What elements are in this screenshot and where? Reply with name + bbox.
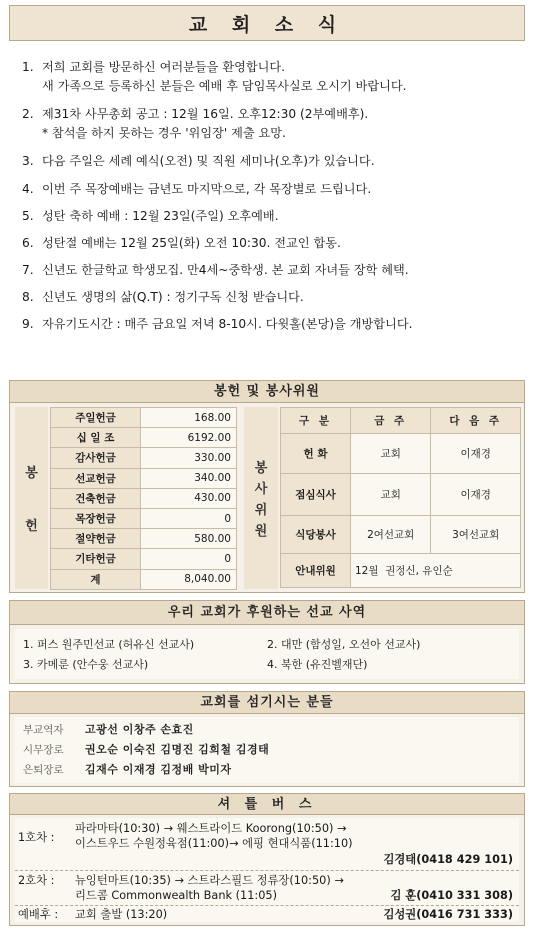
service-label: 헌 화 xyxy=(281,434,351,474)
offering-label: 십 일 조 xyxy=(51,428,141,448)
notice-item xyxy=(22,207,522,226)
table-row xyxy=(281,516,521,554)
divider xyxy=(15,870,519,871)
notice-text: 새 가족으로 등록하신 분들은 예배 후 담임목사실로 오시기 바랍니다. xyxy=(42,79,407,93)
notice-item xyxy=(22,58,522,96)
offering-value: 430.00 xyxy=(141,488,237,508)
list-row xyxy=(23,635,511,655)
shuttle-list xyxy=(15,818,519,922)
table-row xyxy=(51,529,237,549)
mission-item: 1. 퍼스 원주민선교 (허유신 선교사) xyxy=(23,638,195,651)
offering-label: 건축헌금 xyxy=(51,488,141,508)
offering-label: 목장헌금 xyxy=(51,508,141,528)
shuttle-bus-1 xyxy=(15,821,519,869)
table-row xyxy=(51,428,237,448)
notice-number: 8. xyxy=(22,290,34,304)
staff-panel xyxy=(9,691,525,787)
table-header-row xyxy=(281,408,521,434)
staff-role: 부교역자 xyxy=(23,724,64,736)
offering-label: 기타헌금 xyxy=(51,549,141,569)
bus-label: 2호차 : xyxy=(18,874,55,887)
table-row xyxy=(281,554,521,588)
offering-value: 0 xyxy=(141,549,237,569)
notice-text: 저희 교회를 방문하신 여러분들을 환영합니다. xyxy=(42,60,286,74)
notice-number: 7. xyxy=(22,263,34,277)
service-next-week: 이재경 xyxy=(431,474,521,516)
bus-route-line: 파라마타(10:30) → 웨스트라이드 Koorong(10:50) → xyxy=(75,822,347,835)
notice-item xyxy=(22,261,522,280)
shuttle-bus-2 xyxy=(15,873,519,905)
bus-label: 예배후 : xyxy=(18,908,59,921)
service-next-week: 이재경 xyxy=(431,434,521,474)
offering-service-panel xyxy=(9,380,525,593)
side-char: 원 xyxy=(254,524,268,539)
table-row xyxy=(51,569,237,589)
staff-list xyxy=(15,717,519,783)
offering-total-label: 계 xyxy=(51,569,141,589)
usher-month: 12월 xyxy=(355,565,379,577)
notice-number: 9. xyxy=(22,317,34,331)
service-side-label xyxy=(244,407,278,589)
mission-item: 4. 북한 (유진벨재단) xyxy=(267,658,368,671)
table-row xyxy=(51,549,237,569)
notice-text: 성탄 축하 예배 : 12월 23일(주일) 오후예배. xyxy=(42,209,279,223)
service-table xyxy=(280,407,521,588)
side-char: 사 xyxy=(254,482,268,497)
notice-number: 3. xyxy=(22,154,34,168)
offering-value: 330.00 xyxy=(141,448,237,468)
offering-total-value: 8,040.00 xyxy=(141,569,237,589)
offering-side-label xyxy=(15,407,48,589)
notice-number: 4. xyxy=(22,182,34,196)
notice-text: 제31차 사무총회 공고 : 12월 16일. 오후12:30 (2부예배후). xyxy=(42,107,369,121)
staff-section-title: 교회를 섬기시는 분들 xyxy=(10,692,524,714)
offering-value: 6192.00 xyxy=(141,428,237,448)
service-this-week: 2여선교회 xyxy=(351,516,431,554)
mission-item: 3. 카메룬 (안수웅 선교사) xyxy=(23,658,149,671)
bus-label: 1호차 : xyxy=(18,831,55,844)
offering-section-title: 봉헌 및 봉사위원 xyxy=(10,381,524,403)
shuttle-panel xyxy=(9,793,525,926)
table-row xyxy=(51,448,237,468)
staff-names: 권오순 이숙진 김명진 김희철 김경태 xyxy=(85,743,270,756)
service-next-week: 3여선교회 xyxy=(431,516,521,554)
staff-names: 고광선 이창주 손효진 xyxy=(85,723,194,736)
notice-item xyxy=(22,105,522,143)
notice-text: 다음 주일은 세례 예식(오전) 및 직원 세미나(오후)가 있습니다. xyxy=(42,154,375,168)
list-row xyxy=(23,655,511,675)
staff-role: 시무장로 xyxy=(23,744,64,756)
notice-number: 6. xyxy=(22,236,34,250)
notice-number: 2. xyxy=(22,107,34,121)
staff-names: 김재수 이재경 김정배 박미자 xyxy=(85,763,232,776)
shuttle-after-service xyxy=(15,907,519,922)
notice-text: 신년도 생명의 삶(Q.T) : 정기구독 신청 받습니다. xyxy=(42,290,304,304)
offering-value: 580.00 xyxy=(141,529,237,549)
table-row xyxy=(51,468,237,488)
table-row xyxy=(51,408,237,428)
bus-driver: 김경태(0418 429 101) xyxy=(383,853,513,866)
usher-info xyxy=(351,554,521,588)
notice-text: 신년도 한글학교 학생모집. 만4세~중학생. 본 교회 자녀들 장학 혜택. xyxy=(42,263,409,277)
mission-list xyxy=(15,629,519,679)
divider xyxy=(15,905,519,906)
offering-label: 감사헌금 xyxy=(51,448,141,468)
bus-route-line: 뉴잉턴마트(10:35) → 스트라스필드 정류장(10:50) → xyxy=(75,874,344,887)
shuttle-section-title: 셔 틀 버 스 xyxy=(10,794,524,815)
notice-list xyxy=(22,58,522,334)
notice-item xyxy=(22,315,522,334)
bus-route-line: 리드콤 Commonwealth Bank (11:05) xyxy=(75,889,277,902)
offering-table xyxy=(50,407,237,590)
staff-role: 은퇴장로 xyxy=(23,764,64,776)
offering-label: 선교헌금 xyxy=(51,468,141,488)
usher-names: 권정신, 유인순 xyxy=(385,565,453,577)
notice-item xyxy=(22,180,522,199)
list-item xyxy=(23,760,511,780)
notice-number: 1. xyxy=(22,60,34,74)
usher-label: 안내위원 xyxy=(281,554,351,588)
table-row xyxy=(281,474,521,516)
side-char: 봉 xyxy=(25,466,38,481)
side-char: 위 xyxy=(254,503,268,518)
list-item xyxy=(23,720,511,740)
offering-value: 340.00 xyxy=(141,468,237,488)
side-char: 봉 xyxy=(254,461,268,476)
column-header: 구 분 xyxy=(281,408,351,434)
bus-driver: 김 훈(0410 331 308) xyxy=(390,889,513,902)
notice-text: * 참석을 하지 못하는 경우 '위임장' 제출 요망. xyxy=(42,126,286,140)
table-row xyxy=(281,434,521,474)
service-this-week: 교회 xyxy=(351,474,431,516)
notice-item xyxy=(22,288,522,307)
bus-driver: 김성권(0416 731 333) xyxy=(383,908,513,921)
notice-text: 자유기도시간 : 매주 금요일 저녁 8-10시. 다윗홀(본당)을 개방합니다. xyxy=(42,317,413,331)
bus-route-line: 교회 출발 (13:20) xyxy=(75,908,168,921)
mission-item: 2. 대만 (함성일, 오선아 선교사) xyxy=(267,638,421,651)
offering-label: 주일헌금 xyxy=(51,408,141,428)
service-label: 점심식사 xyxy=(281,474,351,516)
mission-panel xyxy=(9,600,525,684)
service-label: 식당봉사 xyxy=(281,516,351,554)
service-this-week: 교회 xyxy=(351,434,431,474)
offering-label: 절약헌금 xyxy=(51,529,141,549)
notice-text: 성탄절 예배는 12월 25일(화) 오전 10:30. 전교인 합동. xyxy=(42,236,341,250)
notice-item xyxy=(22,152,522,171)
notice-number: 5. xyxy=(22,209,34,223)
column-header: 금 주 xyxy=(351,408,431,434)
bulletin-title: 교 회 소 식 xyxy=(9,5,525,41)
bus-route-line: 이스트우드 수원정육점(11:00)→ 에핑 현대식품(11:10) xyxy=(75,837,353,850)
column-header: 다 음 주 xyxy=(431,408,521,434)
table-row xyxy=(51,508,237,528)
mission-section-title: 우리 교회가 후원하는 선교 사역 xyxy=(10,601,524,625)
notice-text: 이번 주 목장예배는 금년도 마지막으로, 각 목장별로 드립니다. xyxy=(42,182,372,196)
list-item xyxy=(23,740,511,760)
side-char: 헌 xyxy=(25,519,38,534)
table-row xyxy=(51,488,237,508)
notice-item xyxy=(22,234,522,253)
offering-value: 0 xyxy=(141,508,237,528)
offering-value: 168.00 xyxy=(141,408,237,428)
